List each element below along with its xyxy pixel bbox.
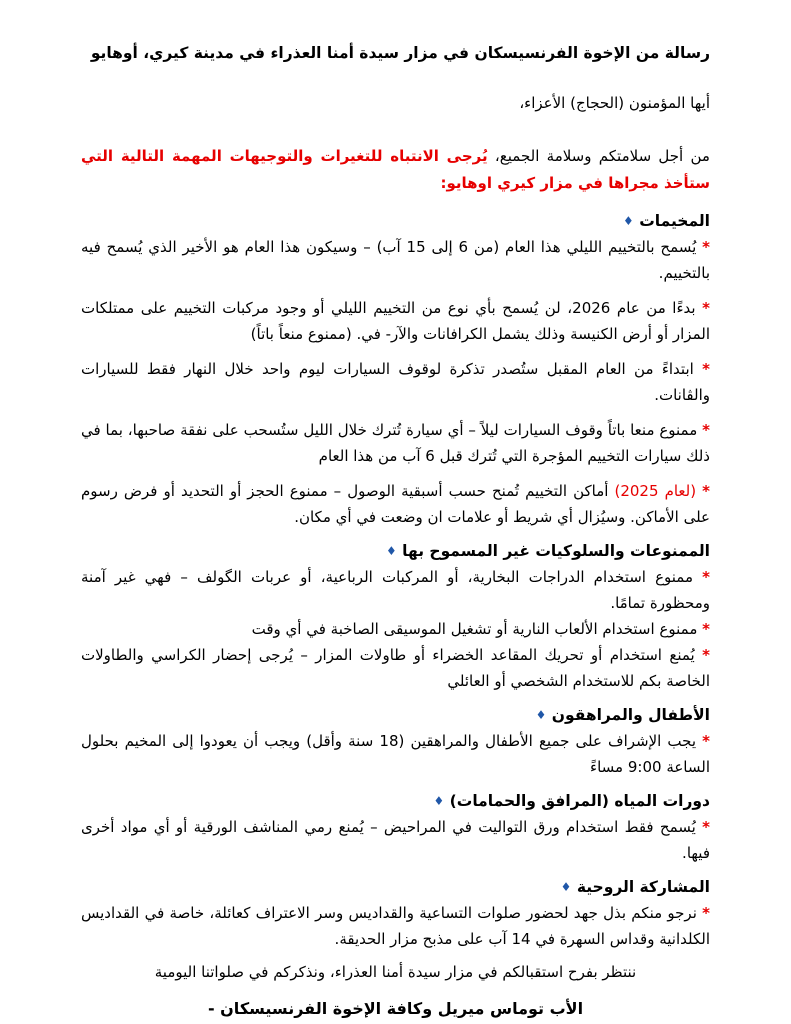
asterisk-icon: *	[702, 299, 710, 317]
asterisk-icon: *	[702, 421, 710, 439]
bullet-item	[81, 478, 710, 530]
bullet-text: ممنوع استخدام الدراجات البخارية، أو المركبات الرباعية، أو عربات الگولف – فهي غير آمنة ومحظورة تمامًا.	[81, 568, 710, 612]
bullet-item	[81, 728, 710, 780]
bullet-text: يُمنع استخدام أو تحريك المقاعد الخضراء أو طاولات المزار – يُرجى إحضار الكراسي والطاولات الخاصة بكم للاستخدام الشخصي أو العائلي	[81, 646, 710, 690]
bullet-text: ممنوع منعا باتاً وقوف السيارات ليلاً – أي سيارة تُترك خلال الليل ستُسحب على نفقة صاحبها، بما في ذلك سيارات التخييم المؤجرة التي تُترك قبل 6 آب من هذا العام	[81, 421, 710, 465]
bullet-item	[81, 900, 710, 952]
diamond-icon: ♦	[385, 544, 397, 558]
bullet-item	[81, 356, 710, 408]
bullet-item	[81, 417, 710, 469]
intro-red-text: يُرجى الانتباه للتغيرات والتوجيهات المهمة التالية التي ستأخذ مجراها في مزار كيري اوهايو:	[81, 147, 710, 192]
section-title-text: الأطفال والمراهقون	[551, 706, 710, 724]
section-title-text: المشاركة الروحية	[576, 878, 710, 896]
section-heading-children	[81, 702, 710, 728]
bullet-red-lead: (لعام 2025)	[614, 482, 697, 500]
diamond-icon: ♦	[433, 794, 445, 808]
diamond-icon: ♦	[560, 880, 572, 894]
bullet-text: نرجو منكم بذل جهد لحضور صلوات التساعية والقداديس وسر الاعتراف كعائلة، خاصة في القداديس الكلدانية وقداس السهرة في 14 آب على مذبح مزار الحديقة.	[81, 904, 710, 948]
bullet-text: أماكن التخييم تُمنح حسب أسبقية الوصول – ممنوع الحجز أو التحديد أو فرض رسوم على الأماكن. وسيُزال أي شريط أو علامات ان وضعت في أي مكان.	[81, 482, 710, 526]
asterisk-icon: *	[702, 732, 711, 750]
bullet-item	[81, 564, 710, 616]
bullet-text: يُسمح بالتخييم الليلي هذا العام (من 6 إلى 15 آب) – وسيكون هذا العام هو الأخير الذي يُسمح فيه بالتخييم.	[81, 238, 710, 282]
bullet-text: بدءًا من عام 2026، لن يُسمح بأي نوع من التخييم الليلي أو وجود مركبات التخييم على ممتلكات المزار أو أرض الكنيسة وذلك يشمل الكرافانات والآر- في. (ممنوع منعاً باتاً)	[81, 299, 710, 343]
section-heading-restrooms	[81, 788, 710, 814]
bullet-text: يُسمح فقط استخدام ورق التواليت في المراحيض – يُمنع رمي المناشف الورقية أو أي مواد أخرى فيها.	[81, 818, 710, 862]
asterisk-icon: *	[702, 482, 710, 500]
asterisk-icon: *	[702, 360, 710, 378]
bullet-text: ممنوع استخدام الألعاب النارية أو تشغيل الموسيقى الصاخبة في أي وقت	[251, 620, 698, 638]
intro-paragraph	[81, 143, 710, 197]
asterisk-icon: *	[702, 238, 710, 256]
bullet-item	[81, 616, 710, 642]
closing-line: ننتظر بفرح استقبالكم في مزار سيدة أمنا العذراء، ونذكركم في صلواتنا اليومية	[154, 963, 637, 981]
asterisk-icon: *	[702, 904, 710, 922]
section-title-text: المخيمات	[639, 212, 710, 230]
section-title-text: الممنوعات والسلوكيات غير المسموح بها	[402, 542, 710, 560]
section-title-text: دورات المياه (المرافق والحمامات)	[449, 792, 710, 810]
bullet-item	[81, 295, 710, 347]
bullet-item	[81, 642, 710, 694]
bullet-text: يجب الإشراف على جميع الأطفال والمراهقين (18 سنة وأقل) ويجب أن يعودوا إلى المخيم بحلول الساعة 9:00 مساءً	[81, 732, 710, 776]
intro-black-text: من أجل سلامتكم وسلامة الجميع،	[494, 147, 710, 165]
signature-line: الأب توماس ميريل وكافة الإخوة الفرنسيسكان -	[207, 999, 584, 1018]
section-heading-spiritual	[81, 874, 710, 900]
asterisk-icon: *	[702, 568, 710, 586]
asterisk-icon: *	[702, 646, 710, 664]
asterisk-icon: *	[702, 620, 710, 638]
bullet-text: ابتداءً من العام المقبل ستُصدر تذكرة لوقوف السيارات ليوم واحد خلال النهار فقط للسيارات والڤانات.	[81, 360, 710, 404]
bullet-item	[81, 234, 710, 286]
section-heading-prohibited	[81, 538, 710, 564]
document-title: رسالة من الإخوة الفرنسيسكان في مزار سيدة أمنا العذراء في مدينة كيري، أوهايو	[90, 44, 710, 62]
diamond-icon: ♦	[535, 708, 547, 722]
greeting-line: أيها المؤمنون (الحجاج) الأعزاء،	[519, 94, 710, 112]
section-heading-camping	[81, 208, 710, 234]
asterisk-icon: *	[702, 818, 710, 836]
bullet-item	[81, 814, 710, 866]
diamond-icon: ♦	[623, 214, 634, 228]
